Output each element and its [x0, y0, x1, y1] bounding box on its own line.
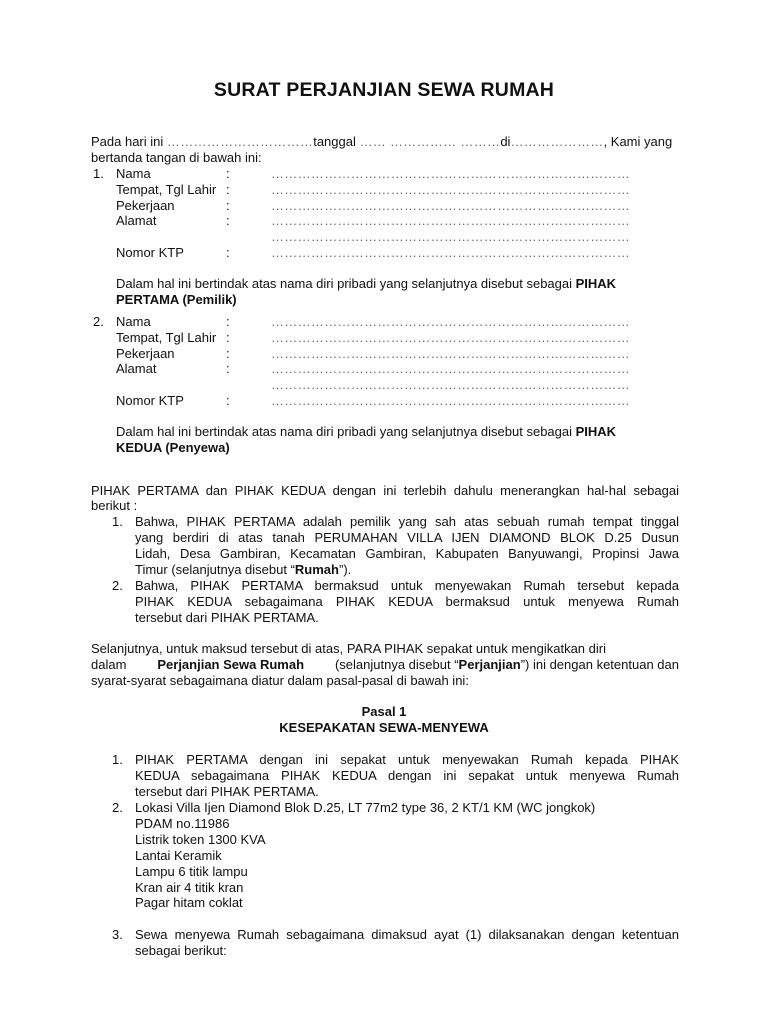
intro-line-1	[91, 134, 672, 150]
agreement-line-1: Selanjutnya, untuk maksud tersebut di atas, PARA PIHAK sepakat untuk mengikatkan diri	[91, 641, 606, 656]
party1-ttl-label: Tempat, Tgl Lahir	[116, 182, 217, 197]
explanation-item-1-number: 1.	[112, 514, 123, 529]
party2-pekerjaan-label: Pekerjaan	[116, 346, 175, 361]
agreement-line-3: syarat-syarat sebagaimana diatur dalam pasal-pasal di bawah ini:	[91, 673, 469, 688]
pasal-1-item-2-line-6: Kran air 4 titik kran	[135, 880, 244, 895]
party1-ttl-field: ………………………………………………………………………	[271, 182, 631, 197]
explanation-item-2-line-2: PIHAK KEDUA sebagaimana PIHAK KEDUA bermaksud untuk menyewa Rumah	[135, 594, 679, 609]
intro-dots-hari: ……………………………	[166, 134, 314, 149]
party2-alamat-field: ………………………………………………………………………	[271, 361, 631, 376]
party2-number: 2.	[93, 314, 104, 329]
party2-role-1: PIHAK	[575, 424, 617, 439]
party1-role-2: PERTAMA (Pemilik)	[116, 292, 237, 307]
party2-ktp-colon: :	[226, 393, 230, 408]
explanation-item-1-last-pre: Timur (selanjutnya disebut “	[135, 562, 295, 577]
explanation-item-2-line-1: Bahwa, PIHAK PERTAMA bermaksud untuk menyewakan Rumah tersebut kepada	[135, 578, 679, 593]
party2-ttl-field: ………………………………………………………………………	[271, 330, 631, 345]
pasal-1-item-2-number: 2.	[112, 800, 123, 815]
party1-role-1: PIHAK	[575, 276, 617, 291]
party1-ktp-colon: :	[226, 245, 230, 260]
pasal-1-item-2-line-3: Listrik token 1300 KVA	[135, 832, 266, 847]
intro-kami-yang: , Kami yang	[603, 134, 673, 149]
pasal-1-item-1-number: 1.	[112, 752, 123, 767]
pasal-1-item-3-line-2: sebagai berikut:	[135, 943, 227, 958]
pasal-1-heading: Pasal 1	[361, 704, 407, 719]
document-title: SURAT PERJANJIAN SEWA RUMAH	[213, 79, 555, 101]
agreement-line-2	[91, 657, 679, 673]
party1-nama-field: ………………………………………………………………………	[271, 166, 631, 181]
intro-pada-hari-ini: Pada hari ini	[91, 134, 164, 149]
pasal-1-item-2-line-7: Pagar hitam coklat	[135, 895, 243, 910]
intro-dots-tanggal: …… …………… ………	[359, 134, 501, 149]
pasal-1-subheading: KESEPAKATAN SEWA-MENYEWA	[279, 720, 489, 735]
party2-nama-field: ………………………………………………………………………	[271, 314, 631, 329]
pasal-1-item-1-line-3: tersebut dari PIHAK PERTAMA.	[135, 784, 319, 799]
pasal-1-item-3-number: 3.	[112, 927, 123, 942]
intro-tanggal: tanggal	[313, 134, 356, 149]
explanation-item-1-line-2: yang berdiri di atas tanah PERUMAHAN VILLA IJEN DIAMOND BLOK D.25 Dusun	[135, 530, 679, 545]
party2-statement-line-1	[116, 424, 616, 440]
agreement-line-2-bold-2: Perjanjian	[458, 657, 521, 672]
explanation-item-1-line-1: Bahwa, PIHAK PERTAMA adalah pemilik yang sah atas sebuah rumah tempat tinggal	[135, 514, 679, 529]
party1-alamat-colon: :	[226, 213, 230, 228]
party1-ttl-colon: :	[226, 182, 230, 197]
pasal-1-item-2-line-5: Lampu 6 titik lampu	[135, 864, 248, 879]
party1-nama-colon: :	[226, 166, 230, 181]
pasal-1-item-2-line-1: Lokasi Villa Ijen Diamond Blok D.25, LT 77m2 type 36, 2 KT/1 KM (WC jongkok)	[135, 800, 596, 815]
party2-alamat-label: Alamat	[116, 361, 157, 376]
party1-pekerjaan-label: Pekerjaan	[116, 198, 175, 213]
agreement-line-2-bold-1: Perjanjian Sewa Rumah	[157, 657, 305, 672]
party2-pekerjaan-colon: :	[226, 346, 230, 361]
party2-nama-colon: :	[226, 314, 230, 329]
explanation-item-1-line-3: Lidah, Desa Gambiran, Kecamatan Gambiran, Kabupaten Banyuwangi, Propinsi Jawa	[135, 546, 679, 561]
party2-ttl-colon: :	[226, 330, 230, 345]
agreement-line-2-mid: (selanjutnya disebut “	[334, 657, 459, 672]
party1-alamat-label: Alamat	[116, 213, 157, 228]
party1-pekerjaan-colon: :	[226, 198, 230, 213]
pasal-1-item-2-line-2: PDAM no.11986	[135, 816, 230, 831]
explanation-item-1-last-bold: Rumah	[294, 562, 339, 577]
agreement-line-2-rest	[335, 657, 679, 673]
party2-ttl-label: Tempat, Tgl Lahir	[116, 330, 217, 345]
explanation-item-1-line-4	[135, 562, 351, 578]
explanation-item-2-line-3: tersebut dari PIHAK PERTAMA.	[135, 610, 319, 625]
explanation-line-2: berikut :	[91, 498, 138, 513]
party1-alamat-field: ………………………………………………………………………	[271, 213, 631, 228]
party1-number: 1.	[93, 166, 104, 181]
party2-alamat-colon: :	[226, 361, 230, 376]
party1-alamat-field-2: ………………………………………………………………………	[271, 229, 631, 244]
party2-nama-label: Nama	[116, 314, 151, 329]
pasal-1-item-1-line-1: PIHAK PERTAMA dengan ini sepakat untuk menyewakan Rumah kepada PIHAK	[135, 752, 679, 767]
agreement-line-2-post: ”) ini dengan ketentuan dan	[520, 657, 679, 672]
party2-pekerjaan-field: ………………………………………………………………………	[271, 346, 631, 361]
party1-statement: Dalam hal ini bertindak atas nama diri pribadi yang selanjutnya disebut sebagai	[116, 276, 572, 291]
explanation-line-1: PIHAK PERTAMA dan PIHAK KEDUA dengan ini terlebih dahulu menerangkan hal-hal sebagai	[91, 483, 679, 498]
party2-statement: Dalam hal ini bertindak atas nama diri pribadi yang selanjutnya disebut sebagai	[116, 424, 572, 439]
explanation-item-1-last-post: ”).	[338, 562, 352, 577]
intro-di: di	[500, 134, 511, 149]
party1-ktp-label: Nomor KTP	[116, 245, 184, 260]
party2-ktp-field: ………………………………………………………………………	[271, 393, 631, 408]
explanation-item-2-number: 2.	[112, 578, 123, 593]
party2-ktp-label: Nomor KTP	[116, 393, 184, 408]
agreement-line-2-pre: dalam	[91, 657, 127, 672]
party1-nama-label: Nama	[116, 166, 151, 181]
intro-dots-di: …………………	[510, 134, 604, 149]
intro-line-2: bertanda tangan di bawah ini:	[91, 150, 262, 165]
party1-pekerjaan-field: ………………………………………………………………………	[271, 198, 631, 213]
pasal-1-item-2-line-4: Lantai Keramik	[135, 848, 222, 863]
pasal-1-item-1-line-2: KEDUA sebagaimana PIHAK KEDUA dengan ini sepakat untuk menyewa Rumah	[135, 768, 679, 783]
pasal-1-item-3-line-1: Sewa menyewa Rumah sebagaimana dimaksud ayat (1) dilaksanakan dengan ketentuan	[135, 927, 679, 942]
party1-statement-line-1	[116, 276, 616, 292]
party2-role-2: KEDUA (Penyewa)	[116, 440, 230, 455]
party1-ktp-field: ………………………………………………………………………	[271, 245, 631, 260]
party2-alamat-field-2: ………………………………………………………………………	[271, 377, 631, 392]
